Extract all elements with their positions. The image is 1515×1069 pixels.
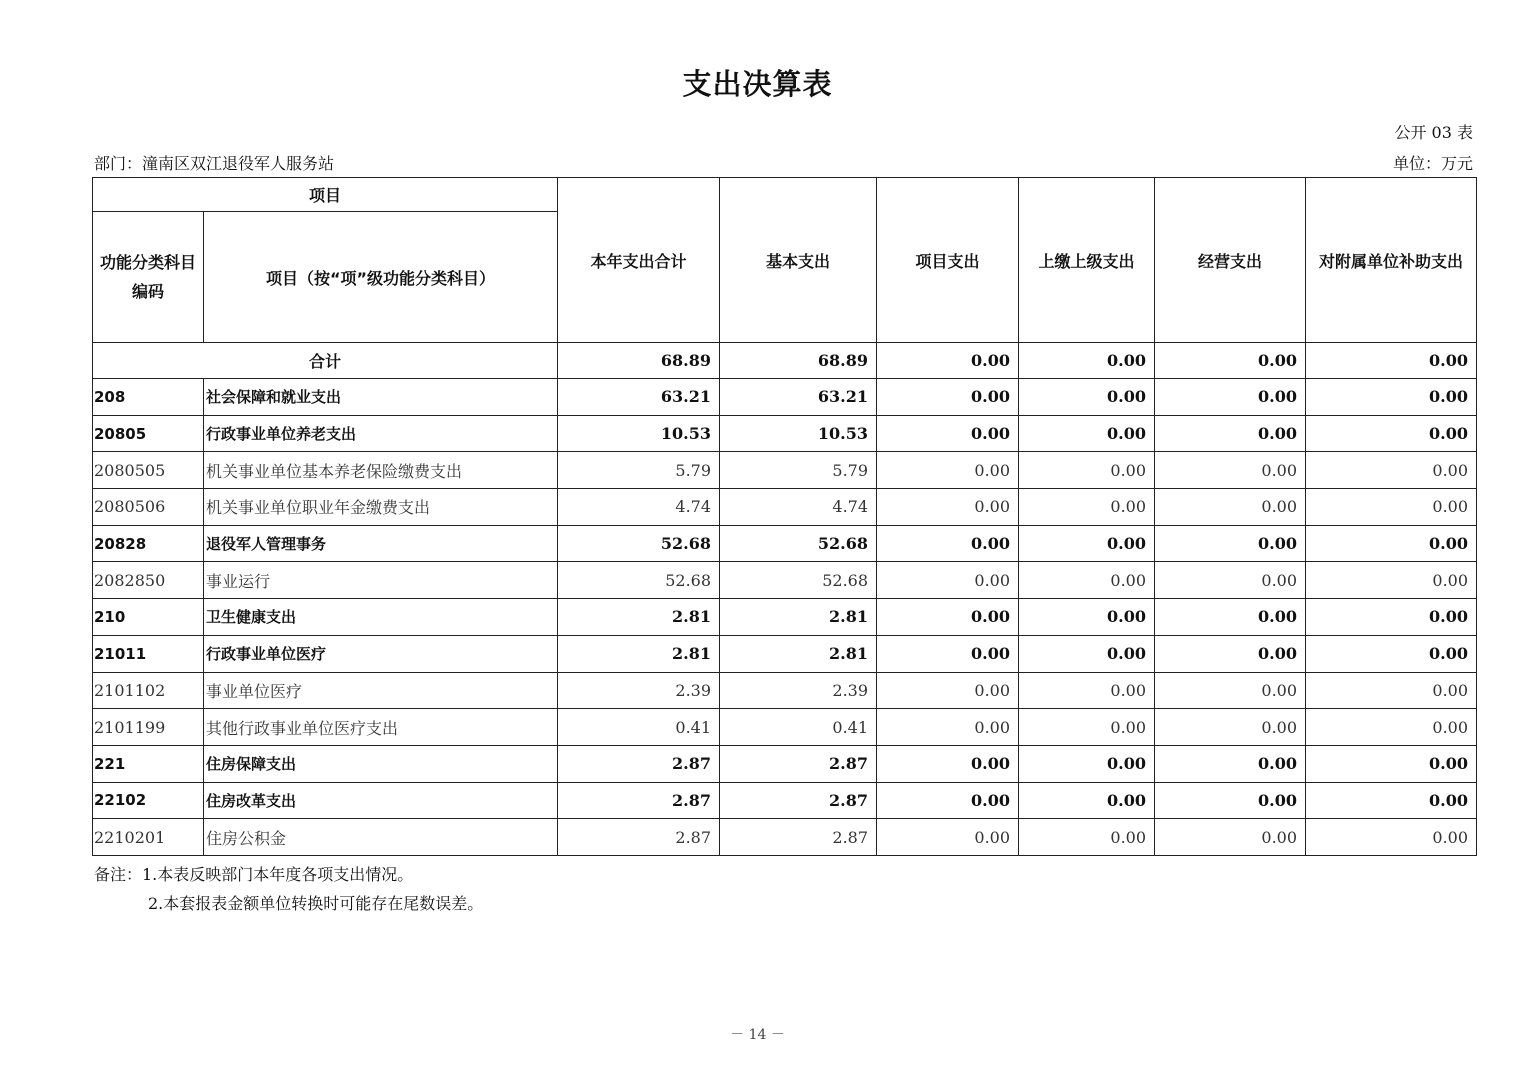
row-value: 0.00 <box>1155 635 1306 672</box>
row-value: 0.00 <box>877 819 1019 856</box>
row-value: 0.00 <box>877 745 1019 782</box>
header-col-basic: 基本支出 <box>720 178 877 343</box>
header-col-upper: 上缴上级支出 <box>1019 178 1155 343</box>
row-value: 2.87 <box>720 819 877 856</box>
row-value: 4.74 <box>558 489 720 526</box>
row-value: 0.00 <box>1155 452 1306 489</box>
row-value: 0.00 <box>877 562 1019 599</box>
row-value: 0.00 <box>1155 562 1306 599</box>
header-col-subsidy: 对附属单位补助支出 <box>1306 178 1477 343</box>
row-value: 2.87 <box>558 819 720 856</box>
row-code: 208 <box>93 379 204 416</box>
row-value: 0.00 <box>1019 415 1155 452</box>
row-value: 2.81 <box>720 599 877 636</box>
row-value: 0.00 <box>1306 415 1477 452</box>
row-value: 2.81 <box>558 635 720 672</box>
row-value: 0.00 <box>1019 782 1155 819</box>
table-row <box>93 599 1477 636</box>
row-value: 52.68 <box>720 562 877 599</box>
row-value: 0.00 <box>877 525 1019 562</box>
row-value: 0.00 <box>1019 635 1155 672</box>
row-name: 机关事业单位基本养老保险缴费支出 <box>204 452 558 489</box>
header-project: 项目 <box>93 178 558 212</box>
row-name: 机关事业单位职业年金缴费支出 <box>204 489 558 526</box>
header-code: 功能分类科目编码 <box>93 212 204 343</box>
row-value: 0.00 <box>1155 525 1306 562</box>
row-value: 0.00 <box>1019 379 1155 416</box>
form-number: 公开 03 表 <box>1394 123 1473 142</box>
table-row <box>93 489 1477 526</box>
row-value: 2.81 <box>720 635 877 672</box>
total-value: 68.89 <box>558 343 720 379</box>
table-row <box>93 709 1477 746</box>
total-label: 合计 <box>93 343 558 379</box>
row-value: 0.00 <box>1019 599 1155 636</box>
row-name: 退役军人管理事务 <box>204 525 558 562</box>
table-row <box>93 819 1477 856</box>
table-row <box>93 782 1477 819</box>
total-value: 0.00 <box>1155 343 1306 379</box>
row-value: 0.00 <box>1019 709 1155 746</box>
department-label: 部门：潼南区双江退役军人服务站 <box>94 154 335 173</box>
header-col-business: 经营支出 <box>1155 178 1306 343</box>
row-name: 住房保障支出 <box>204 745 558 782</box>
table-row <box>93 379 1477 416</box>
row-value: 0.00 <box>1306 782 1477 819</box>
row-code: 20805 <box>93 415 204 452</box>
row-name: 住房公积金 <box>204 819 558 856</box>
row-value: 0.00 <box>1306 452 1477 489</box>
header-col-project: 项目支出 <box>877 178 1019 343</box>
row-value: 0.00 <box>877 379 1019 416</box>
row-code: 21011 <box>93 635 204 672</box>
row-code: 2080506 <box>93 489 204 526</box>
row-name: 卫生健康支出 <box>204 599 558 636</box>
row-value: 0.00 <box>1306 562 1477 599</box>
row-code: 20828 <box>93 525 204 562</box>
row-value: 0.00 <box>1306 379 1477 416</box>
row-code: 2101199 <box>93 709 204 746</box>
row-value: 0.41 <box>558 709 720 746</box>
row-value: 0.00 <box>1155 782 1306 819</box>
total-value: 0.00 <box>1306 343 1477 379</box>
row-name: 行政事业单位养老支出 <box>204 415 558 452</box>
total-value: 0.00 <box>877 343 1019 379</box>
row-name: 事业运行 <box>204 562 558 599</box>
row-name: 社会保障和就业支出 <box>204 379 558 416</box>
table-row <box>93 635 1477 672</box>
table-row <box>93 452 1477 489</box>
row-value: 2.87 <box>720 782 877 819</box>
row-value: 0.00 <box>1155 489 1306 526</box>
row-value: 52.68 <box>720 525 877 562</box>
row-value: 0.00 <box>1019 672 1155 709</box>
row-value: 0.00 <box>1019 562 1155 599</box>
row-value: 10.53 <box>558 415 720 452</box>
expenditure-table <box>92 177 1477 856</box>
row-value: 2.87 <box>720 745 877 782</box>
row-value: 0.00 <box>1306 819 1477 856</box>
row-value: 0.00 <box>877 489 1019 526</box>
row-value: 0.00 <box>877 709 1019 746</box>
row-value: 0.00 <box>877 599 1019 636</box>
row-value: 10.53 <box>720 415 877 452</box>
row-value: 4.74 <box>720 489 877 526</box>
row-value: 0.41 <box>720 709 877 746</box>
row-value: 2.39 <box>558 672 720 709</box>
row-name: 事业单位医疗 <box>204 672 558 709</box>
row-value: 5.79 <box>720 452 877 489</box>
row-value: 2.81 <box>558 599 720 636</box>
row-value: 0.00 <box>1155 672 1306 709</box>
total-row <box>93 343 1477 379</box>
row-code: 221 <box>93 745 204 782</box>
row-value: 0.00 <box>1155 599 1306 636</box>
row-value: 0.00 <box>1155 415 1306 452</box>
row-code: 2101102 <box>93 672 204 709</box>
row-code: 210 <box>93 599 204 636</box>
row-value: 0.00 <box>1306 635 1477 672</box>
row-value: 63.21 <box>720 379 877 416</box>
row-value: 0.00 <box>1155 745 1306 782</box>
row-code: 2082850 <box>93 562 204 599</box>
row-code: 22102 <box>93 782 204 819</box>
row-value: 5.79 <box>558 452 720 489</box>
row-value: 0.00 <box>1019 819 1155 856</box>
row-value: 0.00 <box>1019 489 1155 526</box>
row-value: 0.00 <box>877 782 1019 819</box>
note-line-1: 备注：1.本表反映部门本年度各项支出情况。 <box>94 865 414 884</box>
row-value: 0.00 <box>1306 709 1477 746</box>
row-value: 0.00 <box>1306 599 1477 636</box>
row-value: 0.00 <box>877 635 1019 672</box>
row-name: 住房改革支出 <box>204 782 558 819</box>
row-value: 0.00 <box>1155 709 1306 746</box>
row-name: 其他行政事业单位医疗支出 <box>204 709 558 746</box>
row-value: 0.00 <box>1019 745 1155 782</box>
page-number: － 14 － <box>730 1027 785 1043</box>
total-value: 0.00 <box>1019 343 1155 379</box>
row-value: 52.68 <box>558 525 720 562</box>
row-name: 行政事业单位医疗 <box>204 635 558 672</box>
total-value: 68.89 <box>720 343 877 379</box>
header-col-total: 本年支出合计 <box>558 178 720 343</box>
row-value: 0.00 <box>877 672 1019 709</box>
page-title: 支出决算表 <box>682 67 833 101</box>
row-value: 0.00 <box>1306 672 1477 709</box>
row-value: 2.87 <box>558 782 720 819</box>
row-value: 0.00 <box>877 452 1019 489</box>
row-value: 2.39 <box>720 672 877 709</box>
row-value: 0.00 <box>1155 819 1306 856</box>
row-value: 0.00 <box>1019 525 1155 562</box>
table-row <box>93 562 1477 599</box>
row-value: 0.00 <box>1306 745 1477 782</box>
row-code: 2210201 <box>93 819 204 856</box>
table-row <box>93 525 1477 562</box>
row-value: 0.00 <box>1155 379 1306 416</box>
unit-label: 单位：万元 <box>1392 154 1473 173</box>
table-row <box>93 415 1477 452</box>
note-line-2: 2.本套报表金额单位转换时可能存在尾数误差。 <box>148 894 484 913</box>
row-value: 63.21 <box>558 379 720 416</box>
table-row <box>93 672 1477 709</box>
row-value: 0.00 <box>1306 489 1477 526</box>
notes <box>94 860 483 918</box>
header-name: 项目（按“项”级功能分类科目） <box>204 212 558 343</box>
row-value: 2.87 <box>558 745 720 782</box>
row-code: 2080505 <box>93 452 204 489</box>
table-row <box>93 745 1477 782</box>
row-value: 52.68 <box>558 562 720 599</box>
row-value: 0.00 <box>877 415 1019 452</box>
row-value: 0.00 <box>1019 452 1155 489</box>
row-value: 0.00 <box>1306 525 1477 562</box>
